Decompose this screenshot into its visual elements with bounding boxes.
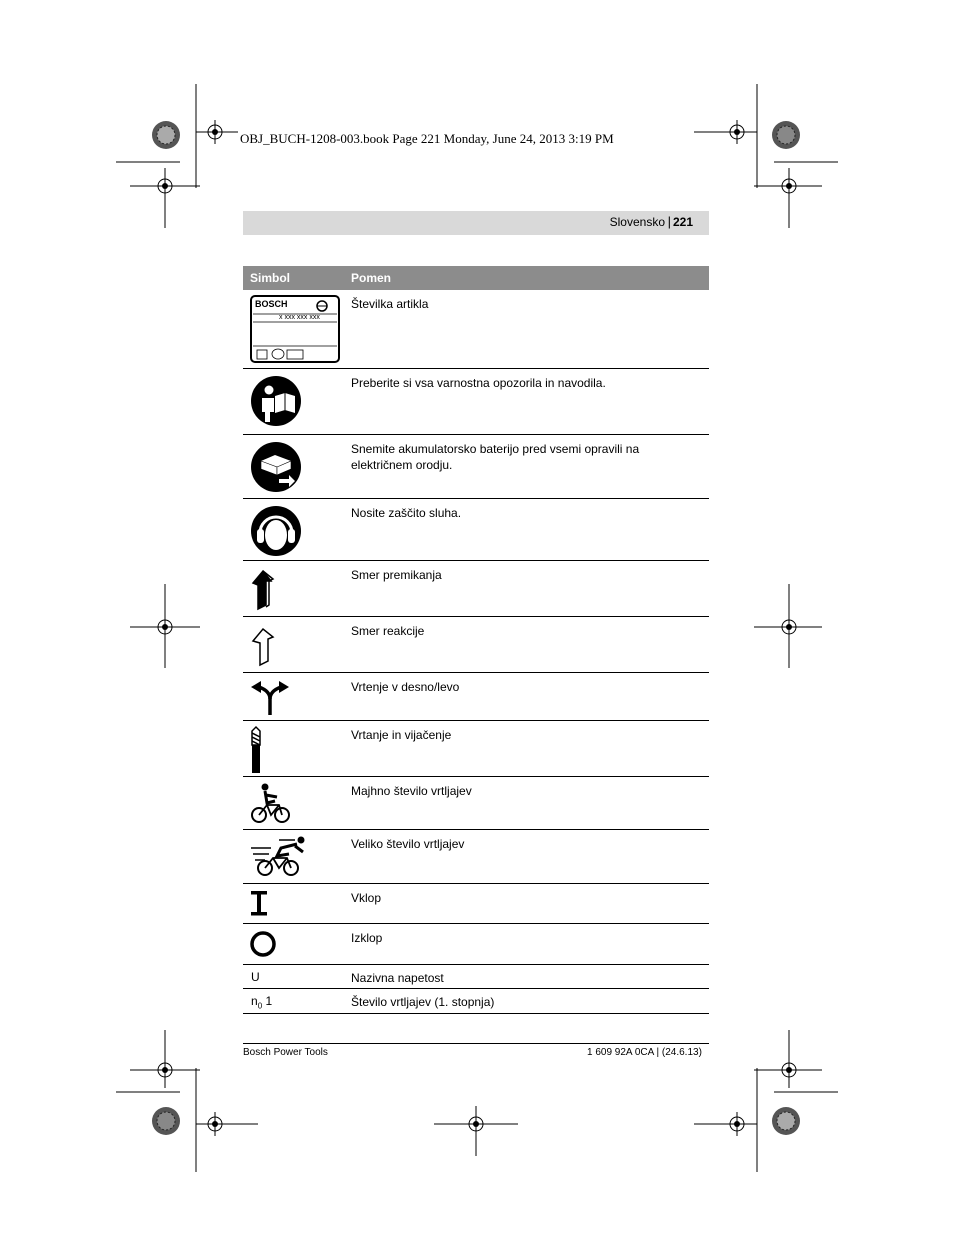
symbol-table: [243, 266, 709, 1014]
row-meaning: Snemite akumulatorsko baterijo pred vsemi opravili na električnem orodju.: [351, 442, 640, 472]
table-row: [243, 561, 709, 617]
table-row: [243, 721, 709, 777]
footer-publisher: Bosch Power Tools: [243, 1047, 328, 1058]
table-row: [243, 369, 709, 435]
table-row: [243, 830, 709, 884]
row-meaning: Vrtenje v desno/levo: [351, 680, 460, 694]
power-on-icon: [249, 888, 273, 923]
row-meaning: Izklop: [351, 931, 383, 945]
table-row: [243, 884, 709, 924]
row-meaning: Nosite zaščito sluha.: [351, 506, 462, 520]
nameplate-brand: BOSCH: [255, 299, 288, 309]
page-header-band: [243, 211, 709, 235]
symbol-main: n: [251, 994, 258, 1008]
table-row: [243, 965, 709, 989]
table-row: [243, 924, 709, 965]
nameplate-number: x xxx xxx xxx: [279, 314, 320, 321]
row-meaning: Majhno število vrtljajev: [351, 784, 472, 798]
row-meaning: Smer premikanja: [351, 568, 442, 582]
row-meaning: Vklop: [351, 891, 382, 905]
table-row: [243, 290, 709, 369]
hearing-protection-icon: [249, 503, 303, 564]
table-row: [243, 617, 709, 673]
symbol-text: [251, 994, 272, 1010]
table-row: [243, 435, 709, 499]
drill-bit-icon: [249, 725, 265, 780]
remove-battery-icon: [249, 439, 303, 500]
row-meaning: Številka artikla: [351, 297, 429, 311]
symbol-subscript: 0: [257, 1001, 263, 1011]
footer-document-number: 1 609 92A 0CA | (24.6.13): [587, 1047, 702, 1058]
row-meaning: Vrtanje in vijačenje: [351, 728, 452, 742]
table-row: [243, 673, 709, 721]
row-meaning: Smer reakcije: [351, 624, 425, 638]
row-meaning: Veliko število vrtljajev: [351, 837, 465, 851]
table-header: [243, 266, 709, 290]
fast-cyclist-icon: [249, 834, 311, 885]
language-label: Slovensko: [609, 215, 665, 229]
page-number: 221: [672, 215, 693, 229]
table-row: [243, 777, 709, 830]
table-row: [243, 499, 709, 561]
footer-divider: [243, 1043, 709, 1044]
row-meaning: Preberite si vsa varnostna opozorila in navodila.: [351, 376, 606, 390]
outline-arrow-up-icon: [249, 621, 283, 674]
nameplate-icon: [249, 294, 341, 369]
filled-arrow-up-icon: [249, 565, 283, 618]
print-header: OBJ_BUCH-1208-003.book Page 221 Monday, June 24, 2013 3:19 PM: [240, 131, 614, 146]
column-header-meaning: Pomen: [351, 271, 392, 285]
row-meaning: Nazivna napetost: [351, 971, 444, 985]
power-off-icon: [249, 928, 279, 965]
read-manual-icon: [249, 373, 303, 434]
slow-cyclist-icon: [249, 781, 293, 830]
rotation-direction-icon: [249, 677, 291, 722]
column-header-symbol: Simbol: [250, 271, 291, 285]
header-separator: |: [667, 214, 671, 229]
symbol-suffix: 1: [262, 994, 273, 1008]
symbol-text: U: [251, 970, 260, 984]
table-row: [243, 989, 709, 1014]
row-meaning: Število vrtljajev (1. stopnja): [351, 995, 495, 1009]
